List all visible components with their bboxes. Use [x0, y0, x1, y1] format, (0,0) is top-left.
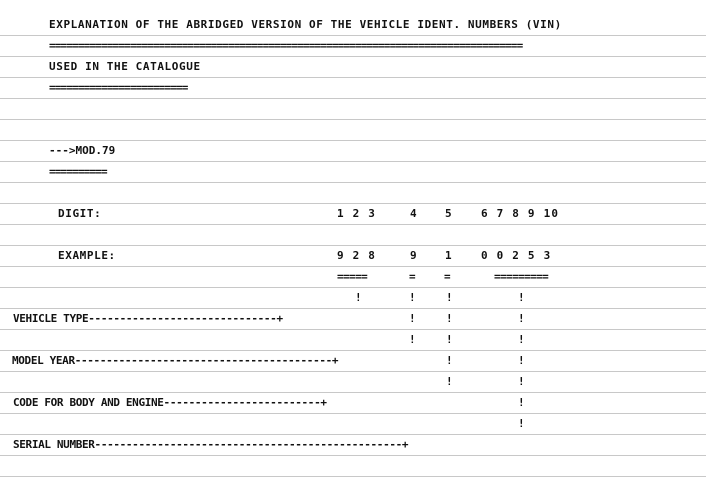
rule-line: [0, 455, 706, 456]
rule-line: [0, 371, 706, 372]
connector-mark: !: [518, 396, 525, 409]
connector-mark: !: [446, 375, 453, 388]
connector-mark: !: [355, 291, 362, 304]
example-underline-3: =: [444, 270, 451, 283]
rule-line: [0, 266, 706, 267]
connector-mark: !: [446, 333, 453, 346]
rule-line: [0, 98, 706, 99]
connector-mark: !: [446, 291, 453, 304]
document-title: EXPLANATION OF THE ABRIDGED VERSION OF THE VEHICLE IDENT. NUMBERS (VIN): [49, 18, 562, 31]
connector-mark: !: [409, 312, 416, 325]
digit-group-1: 1 2 3: [337, 207, 377, 220]
rule-line: [0, 287, 706, 288]
connector-mark: !: [446, 354, 453, 367]
vehicle-type-line: VEHICLE TYPE------------------------------+: [13, 312, 283, 325]
model-year-line: MODEL YEAR-----------------------------------------+: [12, 354, 339, 367]
title-underline: ==================================================================================: [49, 39, 523, 52]
connector-mark: !: [518, 375, 525, 388]
rule-line: [0, 308, 706, 309]
model-label: --->MOD.79: [49, 144, 116, 157]
subtitle-underline: ========================: [49, 81, 188, 94]
rule-line: [0, 413, 706, 414]
document-subtitle: USED IN THE CATALOGUE: [49, 60, 201, 73]
rule-line: [0, 434, 706, 435]
digit-group-3: 5: [445, 207, 452, 220]
digit-group-2: 4: [410, 207, 417, 220]
rule-line: [0, 350, 706, 351]
example-label: EXAMPLE:: [58, 249, 116, 262]
rule-line: [0, 245, 706, 246]
digit-group-4: 6 7 8 9 10: [481, 207, 560, 220]
connector-mark: !: [518, 333, 525, 346]
example-group-4: 0 0 2 5 3: [481, 249, 552, 262]
example-underline-4: =========: [494, 270, 549, 283]
rule-line: [0, 224, 706, 225]
rule-line: [0, 35, 706, 36]
rule-line: [0, 77, 706, 78]
rule-line: [0, 140, 706, 141]
body-engine-line: CODE FOR BODY AND ENGINE-------------------------+: [13, 396, 327, 409]
model-underline: ==========: [49, 165, 107, 178]
rule-line: [0, 161, 706, 162]
example-group-1: 9 2 8: [337, 249, 377, 262]
connector-mark: !: [446, 312, 453, 325]
example-underline-1: =====: [337, 270, 368, 283]
connector-mark: !: [518, 312, 525, 325]
connector-mark: !: [518, 354, 525, 367]
connector-mark: !: [518, 291, 525, 304]
rule-line: [0, 182, 706, 183]
connector-mark: !: [409, 333, 416, 346]
rule-line: [0, 476, 706, 477]
example-group-3: 1: [445, 249, 452, 262]
example-underline-2: =: [409, 270, 416, 283]
rule-line: [0, 56, 706, 57]
rule-line: [0, 203, 706, 204]
connector-mark: !: [518, 417, 525, 430]
rule-line: [0, 392, 706, 393]
serial-number-line: SERIAL NUMBER-------------------------------------------------+: [13, 438, 409, 451]
digit-label: DIGIT:: [58, 207, 102, 220]
rule-line: [0, 119, 706, 120]
rule-line: [0, 329, 706, 330]
connector-mark: !: [409, 291, 416, 304]
example-group-2: 9: [410, 249, 417, 262]
